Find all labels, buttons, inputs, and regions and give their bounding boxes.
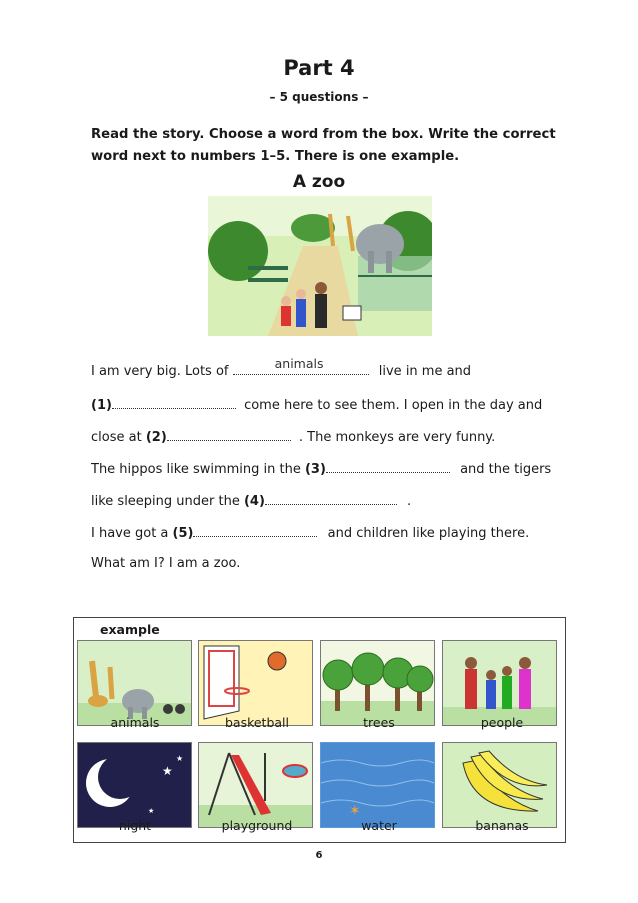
word-water: water	[361, 818, 397, 833]
word-animals: animals	[110, 715, 160, 730]
story-line-4: The hippos like swimming in the (3) and the tigers	[91, 462, 552, 477]
basketball-picture	[198, 640, 313, 726]
story-line-5: like sleeping under the (4) .	[91, 494, 412, 509]
word-people: people	[480, 715, 524, 730]
story-title: A zoo	[292, 172, 346, 192]
basketball-hoop-icon	[199, 641, 312, 725]
zoo-scene-illustration	[208, 196, 432, 336]
family-icon	[443, 641, 556, 725]
moon-stars-icon	[78, 743, 191, 827]
answer-blank-2[interactable]	[167, 428, 291, 441]
answer-blank-5[interactable]	[193, 524, 317, 537]
page-title: Part 4	[283, 56, 355, 80]
instructions: Read the story. Choose a word from the box. Write the correct word next to numbers 1–5. There is one example.	[91, 127, 556, 164]
giraffe-elephant-icon	[78, 641, 191, 725]
svg-text:✶: ✶	[349, 803, 361, 819]
word-night: night	[118, 818, 152, 833]
story-line-7: What am I? I am a zoo.	[91, 556, 241, 571]
word-playground: playground	[221, 818, 293, 833]
story-line-1: I am very big. Lots of animals live in me and	[91, 356, 472, 379]
answer-blank-1[interactable]	[112, 396, 236, 409]
svg-text:★: ★	[162, 764, 173, 778]
question-number-5: (5)	[172, 526, 194, 541]
trees-picture	[320, 640, 435, 726]
bananas-icon	[443, 743, 556, 827]
question-count: – 5 questions –	[269, 90, 369, 104]
night-picture	[77, 742, 192, 828]
story-line-2: (1) come here to see them. I open in the day and	[91, 398, 543, 413]
animals-picture	[77, 640, 192, 726]
question-number-4: (4)	[243, 494, 265, 509]
story-line-3: close at (2) . The monkeys are very funny.	[91, 430, 496, 445]
trees-icon	[321, 641, 434, 725]
answer-blank-3[interactable]	[326, 460, 450, 473]
water-picture	[320, 742, 435, 828]
question-number-2: (2)	[145, 430, 167, 445]
example-label: example	[100, 622, 160, 637]
svg-text:★: ★	[148, 807, 155, 815]
water-icon	[321, 743, 434, 827]
story-line-6: I have got a (5) and children like playing there.	[91, 526, 530, 541]
bananas-picture	[442, 742, 557, 828]
question-number-3: (3)	[304, 462, 326, 477]
example-answer-blank	[233, 356, 369, 375]
word-basketball: basketball	[224, 715, 290, 730]
slide-swing-icon	[199, 743, 312, 827]
people-picture	[442, 640, 557, 726]
word-bananas: bananas	[475, 818, 529, 833]
question-number-1: (1)	[91, 398, 112, 413]
answer-blank-4[interactable]	[265, 492, 397, 505]
page-number: 6	[315, 850, 323, 861]
svg-text:★: ★	[176, 754, 184, 763]
example-answer: animals	[274, 356, 324, 371]
playground-picture	[198, 742, 313, 828]
word-trees: trees	[363, 715, 395, 730]
